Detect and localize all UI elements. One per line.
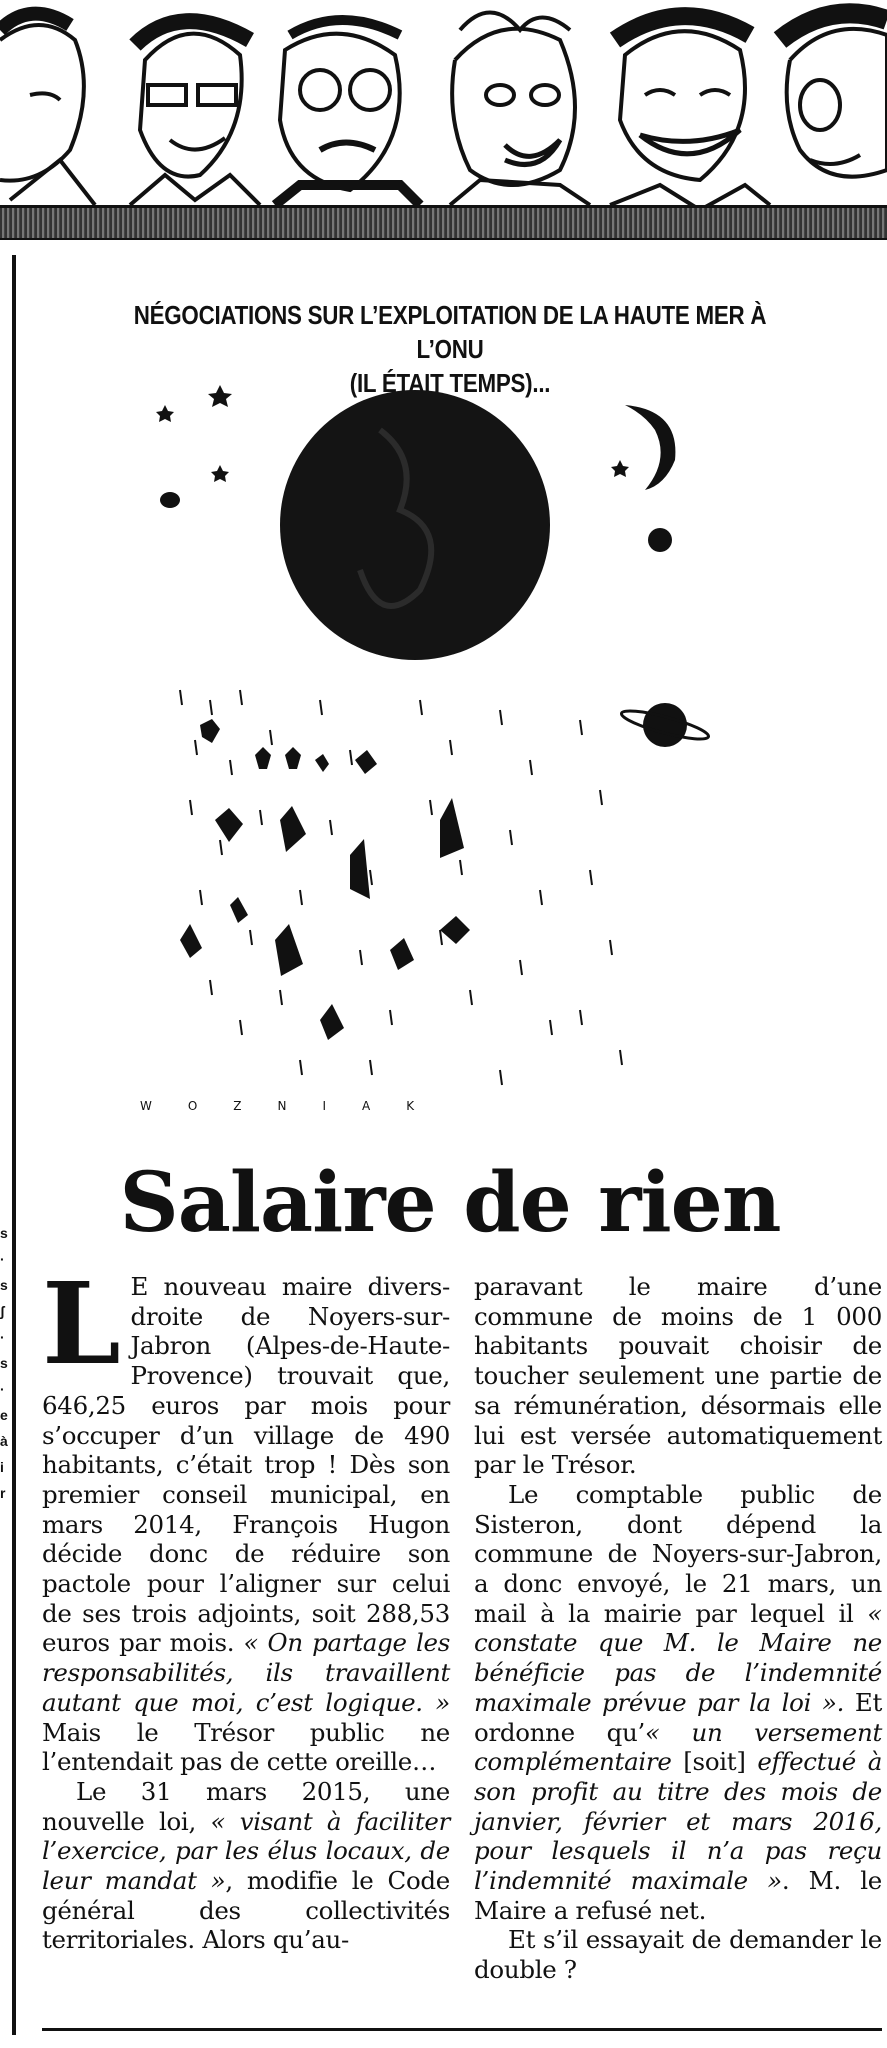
margin-fragment: · [0,1381,5,1397]
cartoon-caption-line-2: (IL ÉTAIT TEMPS)... [349,368,551,398]
planet [280,390,550,660]
paragraph [474,1272,882,1480]
paragraph-text: [soit] [671,1747,758,1777]
falling-fish-group [180,719,470,1040]
article-column-2 [474,1272,882,1985]
left-margin-fragments [0,1220,12,1506]
article-title: Salaire de rien [119,1155,781,1251]
quote-text: « visant à faciliter l’exercice, par les élus locaux, de leur mandat » [42,1806,450,1896]
paragraph-text: Et ordonne qu’ [474,1687,882,1747]
paragraph-text: paravant le maire d’une commune de moins de 1 000 habitants pouvait choisir de toucher seulement une partie de sa rémunération, désormais elle lui est versée automatiquement par le Trésor. [474,1272,882,1480]
paragraph-text: , modifie le Code général des collectivités territoriales. Alors qu’au- [42,1866,450,1955]
saturn-decoration [619,703,710,747]
banner-texture-strip [0,205,887,240]
paragraph [474,1925,882,1984]
margin-fragment: s [0,1225,8,1241]
paragraph-text: Le 31 mars 2015, une nouvelle loi, [42,1776,450,1836]
paragraph [42,1259,450,1777]
margin-fragment: i [0,1459,4,1475]
paragraph-text: Et s’il essayait de demander le double ? [474,1925,882,1985]
falling-water-dashes [180,690,622,1085]
column-rule [12,255,16,2035]
paragraph-text: . M. le Maire a refusé net. [474,1866,882,1925]
margin-fragment: à [0,1433,8,1449]
margin-fragment: e [0,1407,8,1423]
margin-fragment: r [0,1485,6,1501]
cartoon-caption-line-1: NÉGOCIATIONS SUR L’EXPLOITATION DE LA HAUTE MER À L’ONU [133,300,767,364]
article-body [42,1259,882,1985]
quote-text: « constate que M. le Maire ne bénéficie pas de l’indemnité maximale prévue par la loi ». [474,1598,882,1717]
caricature-banner [0,0,887,240]
paragraph-text: E nouveau maire divers-droite de Noyers-sur-Jabron (Alpes-de-Haute-Provence) trouvait que, 646,25 euros par mois pour s’occuper d’un village de 490 habitants, c’était trop ! Dès son premier conseil municipal, en mars 2014, François Hugon décide donc de réduire son pactole pour l’aligner sur celui de ses trois adjoints, soit 288,53 euros par mois. [42,1272,450,1658]
margin-fragment: · [0,1251,5,1267]
drop-cap: L [42,1259,121,1390]
caricature-faces-illustration [0,0,887,240]
paragraph-text: Le comptable public de Sisteron, dont dépend la commune de Noyers-sur-Jabron, a donc envoyé, le 21 mars, un mail à la mairie par lequel il [474,1479,882,1628]
margin-fragment: s [0,1277,8,1293]
cartoonist-signature: WOZNIAK [140,1099,451,1113]
paragraph [474,1480,882,1926]
moon-decoration [625,405,675,490]
quote-text: « un versement complémentaire [474,1717,882,1777]
paragraph [42,1777,450,1955]
quote-text: effectué à son profit au titre des mois de janvier, février et mars 2016, pour lesquels il n’a pas reçu l’indemnité maximale » [474,1747,882,1896]
bottom-rule [42,2028,882,2031]
quote-text: « On partage les responsabilités, ils travaillent autant que moi, c’est logique. » [42,1628,450,1717]
margin-fragment: s [0,1355,8,1371]
margin-fragment: · [0,1329,5,1345]
article-column-1 [42,1259,450,1985]
paragraph-text: Mais le Trésor public ne l’entendait pas de cette oreille… [42,1717,450,1777]
planet-cartoon-illustration [120,370,760,1130]
margin-fragment: ʃ [0,1303,5,1319]
